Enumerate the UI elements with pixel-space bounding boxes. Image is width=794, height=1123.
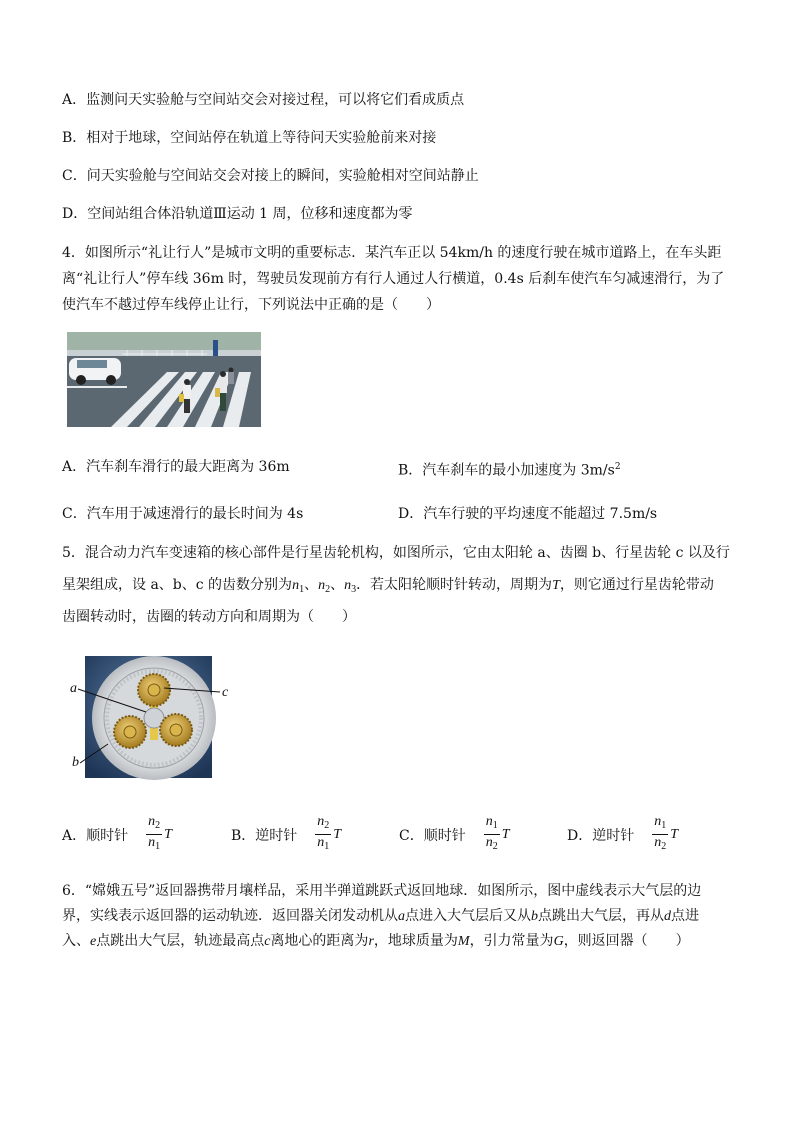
q5-option-c	[399, 814, 510, 855]
planetary-gear-illustration	[62, 652, 222, 780]
q3-option-d: D．空间站组合体沿轨道Ⅲ运动 1 周，位移和速度都为零	[62, 206, 413, 222]
q3-option-a: A．监测问天实验舱与空间站交会对接过程，可以将它们看成质点	[62, 92, 465, 108]
q5-option-d-label: D．逆时针	[567, 827, 635, 844]
q6-line2-d: 点进	[671, 908, 699, 924]
q4-stem-line2: 离“礼让行人”停车线 36m 时，驾驶员发现前方有行人通过人行横道，0.4s 后刹车使汽车匀减速滑行，为了	[62, 271, 725, 287]
constant-g: G	[553, 934, 564, 949]
mass-m: M	[457, 934, 470, 949]
q4-stem-line1: 4．如图所示“礼让行人”是城市文明的重要标志．某汽车正以 54km/h 的速度行驶在城市道路上，在车头距	[62, 245, 722, 261]
q4-option-b	[398, 457, 621, 481]
q3-option-c: C．问天实验舱与空间站交会对接上的瞬间，实验舱相对空间站静止	[62, 168, 479, 184]
point-a: a	[398, 909, 405, 924]
sep-2: 、	[330, 577, 345, 593]
crosswalk-photo	[67, 332, 261, 427]
q5-option-b-t: T	[333, 826, 342, 842]
q6-line2-b: 点进入大气层后又从	[405, 908, 531, 924]
q6-line3-e: ，引力常量为	[469, 933, 554, 949]
q6-line3-d: ，地球质量为	[373, 933, 458, 949]
q4-option-b-sup: 2	[614, 462, 621, 472]
point-c: c	[264, 934, 271, 949]
q5-stem-line3: 齿圈转动时，齿圈的转动方向和周期为（ ）	[62, 609, 356, 625]
n2: $n_2$	[318, 578, 331, 595]
q5-option-a-t: T	[164, 826, 172, 842]
point-d: d	[664, 909, 671, 924]
q5-stem-line2-c: ，则它通过行星齿轮带动	[559, 577, 714, 593]
q6-stem-line3	[62, 931, 690, 952]
q6-line3-c: 离地心的距离为	[270, 933, 369, 949]
q6-line2-a: 界，实线表示返回器的运动轨迹．返回器关闭发动机从	[62, 908, 398, 924]
q5-stem-line2-b: ．若太阳轮顺时针转动，周期为	[356, 577, 553, 593]
q5-stem-line2-a: 星架组成，设 a、b、c 的齿数分别为	[62, 577, 293, 593]
q5-option-d	[567, 814, 678, 855]
point-e: e	[90, 934, 97, 949]
period-t: T	[552, 578, 560, 593]
point-b: b	[531, 909, 538, 924]
q5-option-b-fraction: $\frac{n_2}{n_1}$	[317, 814, 330, 852]
gear-label-a: a	[70, 681, 77, 696]
q6-line3-f: ，则返回器（ ）	[563, 933, 690, 949]
q5-stem-line2	[62, 575, 714, 600]
q5-stem-line1: 5．混合动力汽车变速箱的核心部件是行星齿轮机构，如图所示，它由太阳轮 a、齿圈 b、行星齿轮 c 以及行	[62, 545, 730, 561]
radius-r: r	[368, 934, 374, 949]
q5-option-c-fraction: $\frac{n_1}{n_2}$	[485, 814, 498, 852]
q4-option-d: D．汽车行驶的平均速度不能超过 7.5m/s	[398, 506, 658, 522]
q5-option-a	[62, 814, 172, 855]
q6-stem-line2	[62, 906, 699, 927]
q5-option-a-fraction: $\frac{n_2}{n_1}$	[148, 814, 161, 852]
q4-option-c: C．汽车用于减速滑行的最长时间为 4s	[62, 506, 304, 522]
n3: $n_3$	[344, 578, 357, 595]
q5-option-b	[231, 814, 341, 855]
q5-option-d-t: T	[670, 826, 679, 842]
q5-option-a-label: A．顺时针	[62, 827, 129, 844]
q5-option-b-label: B．逆时针	[231, 827, 298, 844]
n1: $n_1$	[292, 578, 305, 595]
q5-option-c-t: T	[501, 826, 510, 842]
q4-stem-line3: 使汽车不越过停车线停止让行，下列说法中正确的是（ ）	[62, 297, 440, 313]
gear-label-c: c	[222, 685, 229, 700]
q5-option-d-fraction: $\frac{n_1}{n_2}$	[654, 814, 667, 852]
crosswalk-illustration	[67, 332, 261, 427]
q5-option-c-label: C．顺时针	[399, 827, 466, 844]
q6-stem-line1: 6．“嫦娥五号”返回器携带月壤样品，采用半弹道跳跃式返回地球．如图所示，图中虚线表示大气层的边	[62, 883, 702, 899]
q4-option-b-text: B．汽车刹车的最小加速度为 3m/s	[398, 462, 615, 479]
q6-line3-b: 点跳出大气层，轨迹最高点	[96, 933, 265, 949]
q6-line3-a: 入、	[62, 933, 90, 949]
q3-option-b: B．相对于地球，空间站停在轨道上等待问天实验舱前来对接	[62, 130, 437, 146]
q4-option-a: A．汽车刹车滑行的最大距离为 36m	[62, 459, 290, 475]
sep-1: 、	[304, 577, 319, 593]
gear-label-b: b	[72, 755, 79, 770]
q6-line2-c: 点跳出大气层，再从	[538, 908, 664, 924]
gear-figure	[62, 652, 229, 780]
